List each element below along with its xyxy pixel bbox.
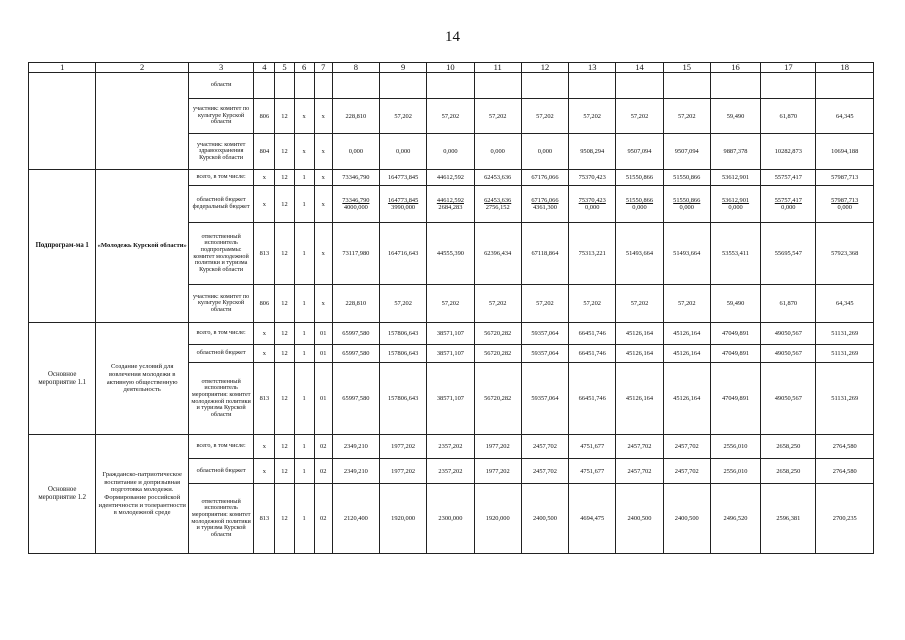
value-cell: 57987,713 — [816, 170, 874, 186]
value-cell — [710, 73, 760, 99]
value-cell: 51550,866 — [663, 170, 710, 186]
value-cell: 1977,202 — [474, 459, 521, 484]
program-name: Создание условий для вовлечения молодежи в активную общественную деятельность — [96, 323, 189, 435]
value-cell: 57,202 — [427, 99, 474, 134]
value-cell: 51131,269 — [816, 345, 874, 363]
row-description: всего, в том числе: — [188, 435, 253, 459]
code-cell: 804 — [254, 134, 275, 170]
value-cell — [816, 73, 874, 99]
value-cell: 51131,269 — [816, 323, 874, 345]
value-cell: 1977,202 — [474, 435, 521, 459]
value-cell: 49050,567 — [761, 363, 816, 435]
value-cell — [521, 73, 568, 99]
value-cell: 56720,282 — [474, 323, 521, 345]
column-header: 2 — [96, 63, 189, 73]
code-cell: х — [294, 99, 314, 134]
value-cell: 59,490 — [710, 285, 760, 323]
code-cell: 806 — [254, 99, 275, 134]
value-cell — [474, 73, 521, 99]
code-cell: х — [314, 186, 332, 223]
column-header: 12 — [521, 63, 568, 73]
value-regional: 55757,417 — [774, 197, 802, 204]
value-cell: 51131,269 — [816, 363, 874, 435]
value-cell: 157806,643 — [380, 363, 427, 435]
value-cell: 2457,702 — [616, 435, 663, 459]
value-cell: 0,000 — [521, 134, 568, 170]
value-cell: 38571,107 — [427, 345, 474, 363]
value-cell: 2400,500 — [616, 484, 663, 554]
value-cell: 44612,592 — [427, 170, 474, 186]
header-row — [29, 63, 874, 73]
code-cell: 12 — [275, 323, 294, 345]
value-cell — [294, 73, 314, 99]
code-cell: 12 — [275, 363, 294, 435]
code-cell: х — [254, 459, 275, 484]
value-federal: 3990,000 — [391, 204, 416, 211]
code-cell: 12 — [275, 345, 294, 363]
code-cell: 02 — [314, 459, 332, 484]
value-cell: 49050,567 — [761, 323, 816, 345]
code-cell: 01 — [314, 323, 332, 345]
value-federal: 2684,283 — [438, 204, 463, 211]
code-cell: 01 — [314, 363, 332, 435]
row-description: ответственный исполнитель мероприятия: комитет молодежной политики и туризма Курской области — [188, 484, 253, 554]
value-cell: 66451,746 — [569, 363, 616, 435]
code-cell: х — [314, 134, 332, 170]
column-header: 5 — [275, 63, 294, 73]
value-cell: 9507,094 — [616, 134, 663, 170]
value-federal: 0,000 — [837, 204, 852, 211]
value-cell: 2658,250 — [761, 459, 816, 484]
value-regional: 44612,592 — [436, 197, 464, 204]
code-cell: 12 — [275, 99, 294, 134]
value-cell: 9507,094 — [663, 134, 710, 170]
value-cell: 57,202 — [521, 285, 568, 323]
value-cell: 2349,210 — [332, 435, 379, 459]
code-cell: х — [314, 223, 332, 285]
budget-table — [28, 62, 874, 554]
value-regional: 51550,866 — [673, 197, 701, 204]
code-cell: 813 — [254, 223, 275, 285]
code-cell: 01 — [314, 345, 332, 363]
value-cell — [663, 186, 710, 223]
value-cell: 57,202 — [569, 99, 616, 134]
row-description: областной бюджет — [188, 345, 253, 363]
value-cell: 0,000 — [380, 134, 427, 170]
value-cell: 57,202 — [474, 99, 521, 134]
value-cell: 51493,664 — [663, 223, 710, 285]
value-cell: 2400,500 — [521, 484, 568, 554]
value-cell: 57,202 — [380, 99, 427, 134]
value-cell: 228,810 — [332, 99, 379, 134]
value-cell: 2596,381 — [761, 484, 816, 554]
program-name: Гражданско-патриотическое воспитание и допризывная подготовка молодежи. Формирование российской идентичности и толерантности в молодежной среде — [96, 435, 189, 554]
value-federal: 2756,152 — [485, 204, 510, 211]
table-row — [29, 73, 874, 99]
value-cell: 47049,891 — [710, 323, 760, 345]
value-cell: 67118,864 — [521, 223, 568, 285]
value-cell: 56720,282 — [474, 363, 521, 435]
value-cell: 75370,423 — [569, 170, 616, 186]
column-header: 9 — [380, 63, 427, 73]
row-name-cell — [96, 73, 189, 170]
value-cell: 55695,547 — [761, 223, 816, 285]
value-cell: 0,000 — [332, 134, 379, 170]
column-header: 18 — [816, 63, 874, 73]
value-cell: 62396,434 — [474, 223, 521, 285]
code-cell: 12 — [275, 435, 294, 459]
value-cell: 0,000 — [474, 134, 521, 170]
value-cell: 47049,891 — [710, 345, 760, 363]
value-cell: 2457,702 — [616, 459, 663, 484]
value-cell: 45126,164 — [616, 323, 663, 345]
value-cell: 2700,235 — [816, 484, 874, 554]
code-cell: 02 — [314, 484, 332, 554]
value-cell: 59,490 — [710, 99, 760, 134]
value-cell: 45126,164 — [663, 345, 710, 363]
value-federal: 0,000 — [585, 204, 600, 211]
value-cell: 57,202 — [521, 99, 568, 134]
code-cell: 12 — [275, 459, 294, 484]
column-header: 14 — [616, 63, 663, 73]
value-cell: 38571,107 — [427, 363, 474, 435]
value-federal: 0,000 — [632, 204, 647, 211]
value-cell: 45126,164 — [663, 363, 710, 435]
value-cell: 38571,107 — [427, 323, 474, 345]
code-cell: 12 — [275, 170, 294, 186]
value-cell: 57,202 — [616, 285, 663, 323]
value-cell: 4751,677 — [569, 459, 616, 484]
value-regional: 51550,866 — [625, 197, 654, 204]
value-cell: 73346,790 — [332, 170, 379, 186]
code-cell: х — [294, 134, 314, 170]
value-cell: 66451,746 — [569, 323, 616, 345]
value-federal: 0,000 — [781, 204, 796, 211]
code-cell: х — [254, 435, 275, 459]
value-cell — [332, 73, 379, 99]
row-description: участник: комитет по культуре Курской области — [188, 285, 253, 323]
value-cell: 2357,202 — [427, 435, 474, 459]
value-cell: 44555,390 — [427, 223, 474, 285]
value-regional: 53612,901 — [721, 197, 750, 204]
value-cell: 61,870 — [761, 285, 816, 323]
value-cell — [427, 73, 474, 99]
column-header: 16 — [710, 63, 760, 73]
value-regional: 62453,636 — [484, 197, 512, 204]
column-header: 8 — [332, 63, 379, 73]
value-cell: 1977,202 — [380, 459, 427, 484]
value-cell: 2120,400 — [332, 484, 379, 554]
value-cell — [380, 186, 427, 223]
value-cell — [616, 73, 663, 99]
row-label-cell — [29, 73, 96, 170]
value-cell — [710, 186, 760, 223]
value-cell: 51493,664 — [616, 223, 663, 285]
value-cell: 2496,520 — [710, 484, 760, 554]
value-cell — [521, 186, 568, 223]
value-cell: 65997,580 — [332, 345, 379, 363]
value-cell: 73117,980 — [332, 223, 379, 285]
value-regional: 164773,845 — [387, 197, 419, 204]
value-cell: 2764,580 — [816, 459, 874, 484]
value-cell: 57,202 — [380, 285, 427, 323]
code-cell: 1 — [294, 323, 314, 345]
value-cell: 45126,164 — [616, 363, 663, 435]
value-cell — [569, 73, 616, 99]
code-cell: 1 — [294, 345, 314, 363]
value-cell: 2349,210 — [332, 459, 379, 484]
code-cell: 1 — [294, 435, 314, 459]
table-row — [29, 435, 874, 459]
value-cell: 75313,221 — [569, 223, 616, 285]
value-cell: 65997,580 — [332, 323, 379, 345]
value-cell: 2556,010 — [710, 435, 760, 459]
table-row — [29, 323, 874, 345]
value-cell: 1977,202 — [380, 435, 427, 459]
row-description: всего, в том числе: — [188, 170, 253, 186]
value-cell: 67176,066 — [521, 170, 568, 186]
code-cell: 1 — [294, 170, 314, 186]
row-description: участник: комитет по культуре Курской области — [188, 99, 253, 134]
code-cell: 1 — [294, 363, 314, 435]
row-description: областной бюджет федеральный бюджет — [188, 186, 253, 223]
value-cell: 57,202 — [663, 99, 710, 134]
value-cell: 64,345 — [816, 285, 874, 323]
column-header: 6 — [294, 63, 314, 73]
value-cell: 57,202 — [474, 285, 521, 323]
value-cell: 51550,866 — [616, 170, 663, 186]
code-cell: 12 — [275, 285, 294, 323]
value-cell — [427, 186, 474, 223]
value-cell: 57,202 — [427, 285, 474, 323]
value-federal: 4000,000 — [343, 204, 368, 211]
row-description: областной бюджет — [188, 459, 253, 484]
code-cell: 1 — [294, 223, 314, 285]
value-cell: 164716,643 — [380, 223, 427, 285]
value-cell — [761, 186, 816, 223]
value-cell: 53612,901 — [710, 170, 760, 186]
value-regional: 57987,713 — [831, 197, 859, 204]
value-cell: 59357,064 — [521, 323, 568, 345]
code-cell: х — [254, 345, 275, 363]
value-cell: 9508,294 — [569, 134, 616, 170]
value-cell — [816, 186, 874, 223]
value-cell: 57,202 — [663, 285, 710, 323]
column-header: 17 — [761, 63, 816, 73]
value-cell: 61,870 — [761, 99, 816, 134]
code-cell: х — [254, 186, 275, 223]
value-cell: 2457,702 — [663, 459, 710, 484]
value-cell: 4751,677 — [569, 435, 616, 459]
value-cell: 2658,250 — [761, 435, 816, 459]
code-cell: 1 — [294, 285, 314, 323]
row-description: участник: комитет здравоохранения Курской области — [188, 134, 253, 170]
code-cell: 12 — [275, 484, 294, 554]
value-cell: 2457,702 — [521, 435, 568, 459]
value-cell: 59357,064 — [521, 345, 568, 363]
value-cell: 157806,643 — [380, 323, 427, 345]
value-regional: 75370,423 — [578, 197, 606, 204]
column-header: 3 — [188, 63, 253, 73]
value-cell: 45126,164 — [616, 345, 663, 363]
column-header: 13 — [569, 63, 616, 73]
value-cell — [254, 73, 275, 99]
row-description: ответственный исполнитель мероприятия: комитет молодежной политики и туризма Курской области — [188, 363, 253, 435]
value-cell — [314, 73, 332, 99]
value-cell — [380, 73, 427, 99]
code-cell: х — [314, 285, 332, 323]
value-cell: 2556,010 — [710, 459, 760, 484]
value-regional: 73346,790 — [342, 197, 370, 204]
value-cell: 2400,500 — [663, 484, 710, 554]
value-cell: 1920,000 — [380, 484, 427, 554]
value-cell: 164773,845 — [380, 170, 427, 186]
value-cell: 10282,873 — [761, 134, 816, 170]
code-cell: х — [314, 99, 332, 134]
value-federal: 4361,300 — [532, 204, 557, 211]
value-cell: 2457,702 — [521, 459, 568, 484]
value-cell: 65997,580 — [332, 363, 379, 435]
program-label: Подпрограм-ма 1 — [29, 170, 96, 323]
value-cell: 45126,164 — [663, 323, 710, 345]
value-cell: 228,810 — [332, 285, 379, 323]
page-number: 14 — [445, 29, 460, 45]
value-cell: 9887,378 — [710, 134, 760, 170]
value-federal: 0,000 — [679, 204, 694, 211]
row-description: ответственный исполнитель подпрограммы: комитет молодежной политики и туризма Курской области — [188, 223, 253, 285]
value-cell: 49050,567 — [761, 345, 816, 363]
code-cell: 12 — [275, 223, 294, 285]
column-header: 10 — [427, 63, 474, 73]
value-cell: 2764,580 — [816, 435, 874, 459]
value-regional: 67176,066 — [531, 197, 559, 204]
value-cell — [332, 186, 379, 223]
value-cell: 10694,188 — [816, 134, 874, 170]
code-cell: 1 — [294, 459, 314, 484]
code-cell: 1 — [294, 484, 314, 554]
value-federal: 0,000 — [728, 204, 743, 211]
value-cell: 57,202 — [569, 285, 616, 323]
value-cell — [474, 186, 521, 223]
code-cell: 12 — [275, 186, 294, 223]
value-cell: 47049,891 — [710, 363, 760, 435]
code-cell: 806 — [254, 285, 275, 323]
value-cell — [569, 186, 616, 223]
value-cell: 2457,702 — [663, 435, 710, 459]
code-cell: 813 — [254, 484, 275, 554]
value-cell — [663, 73, 710, 99]
value-cell: 59357,064 — [521, 363, 568, 435]
value-cell: 53553,411 — [710, 223, 760, 285]
column-header: 4 — [254, 63, 275, 73]
value-cell: 1920,000 — [474, 484, 521, 554]
program-label: Основное мероприятие 1.2 — [29, 435, 96, 554]
column-header: 7 — [314, 63, 332, 73]
value-cell: 2357,202 — [427, 459, 474, 484]
value-cell: 66451,746 — [569, 345, 616, 363]
code-cell: 1 — [294, 186, 314, 223]
value-cell: 4694,475 — [569, 484, 616, 554]
value-cell — [275, 73, 294, 99]
code-cell: 12 — [275, 134, 294, 170]
row-description: области — [188, 73, 253, 99]
row-description: всего, в том числе: — [188, 323, 253, 345]
value-cell: 55757,417 — [761, 170, 816, 186]
column-header: 11 — [474, 63, 521, 73]
value-cell: 57,202 — [616, 99, 663, 134]
value-cell — [761, 73, 816, 99]
code-cell: х — [254, 323, 275, 345]
value-cell: 56720,282 — [474, 345, 521, 363]
code-cell: х — [254, 170, 275, 186]
program-label: Основное мероприятие 1.1 — [29, 323, 96, 435]
column-header: 15 — [663, 63, 710, 73]
value-cell: 0,000 — [427, 134, 474, 170]
value-cell: 62453,636 — [474, 170, 521, 186]
value-cell: 64,345 — [816, 99, 874, 134]
table-row — [29, 170, 874, 186]
code-cell: 813 — [254, 363, 275, 435]
program-name: «Молодежь Курской области» — [96, 170, 189, 323]
value-cell — [616, 186, 663, 223]
code-cell: 02 — [314, 435, 332, 459]
code-cell: х — [314, 170, 332, 186]
value-cell: 157806,643 — [380, 345, 427, 363]
value-cell: 2300,000 — [427, 484, 474, 554]
column-header: 1 — [29, 63, 96, 73]
value-cell: 57923,368 — [816, 223, 874, 285]
